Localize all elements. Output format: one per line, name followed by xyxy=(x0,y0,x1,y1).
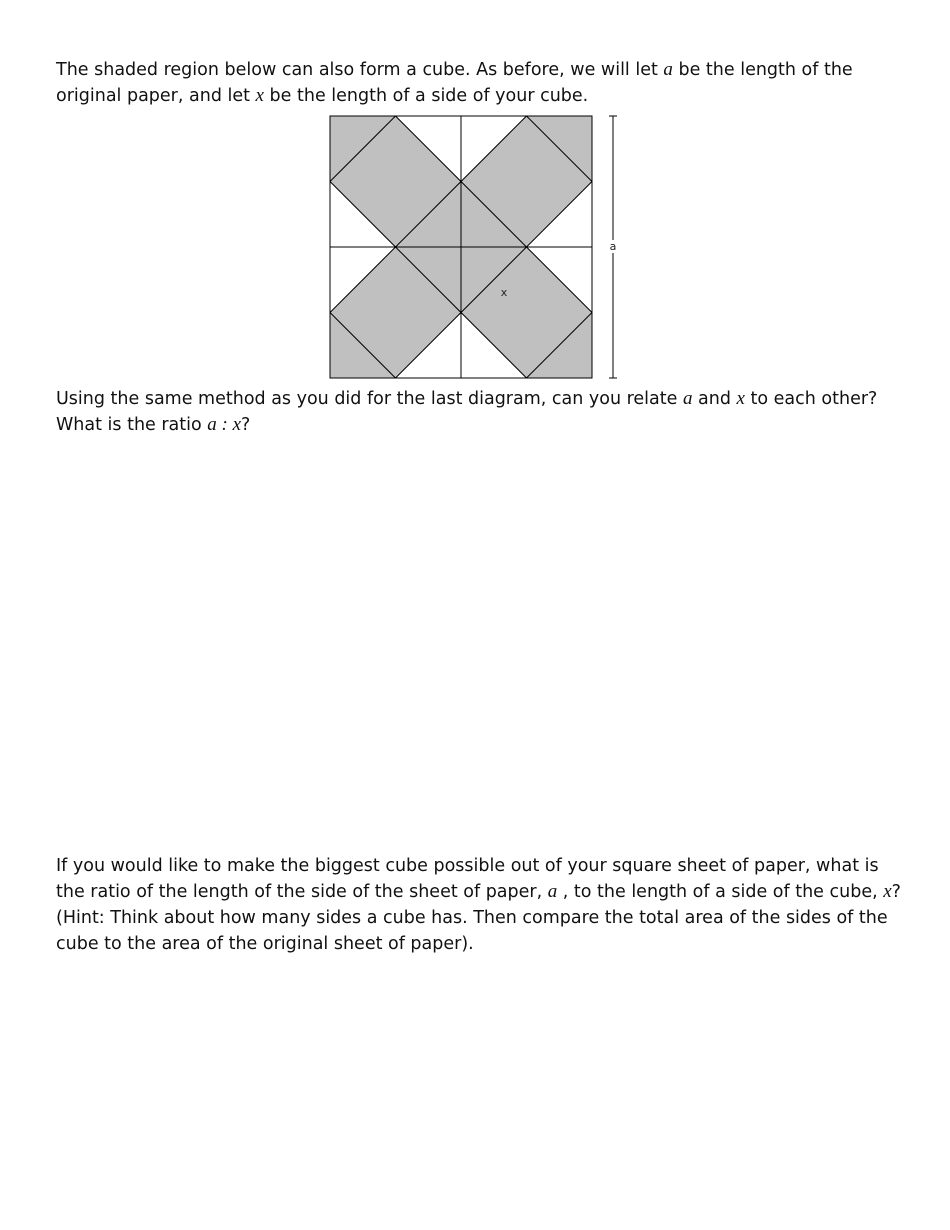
label-a: a xyxy=(609,240,617,253)
variable-a: a xyxy=(547,881,558,902)
question-1-text-2: and xyxy=(692,389,737,409)
question-2-text-1: If you would like to make the biggest cube possible out of your square sheet of paper, what is the ratio of the length of the side of the sheet of paper, xyxy=(56,856,879,902)
question-2 xyxy=(56,853,906,957)
label-x: x xyxy=(500,286,508,299)
question-1 xyxy=(56,386,906,438)
variable-a: a xyxy=(682,388,693,409)
ratio-a-x: a : x xyxy=(207,414,242,435)
intro-paragraph xyxy=(56,57,906,109)
variable-a: a xyxy=(663,59,673,80)
variable-x: x xyxy=(883,881,892,902)
question-2-text-3: ? (Hint: Think about how many sides a cube has. Then compare the total area of the sides of the cube to the area of the original sheet of paper). xyxy=(56,882,901,954)
question-1-text-3: to each other? xyxy=(744,389,878,409)
question-1-text-5: ? xyxy=(241,415,251,435)
intro-text-2: be the length of the original paper, and let xyxy=(56,60,853,106)
cube-net-diagram xyxy=(320,108,630,384)
variable-x: x xyxy=(736,388,745,409)
intro-text-1: The shaded region below can also form a cube. As before, we will let xyxy=(56,60,664,80)
variable-x: x xyxy=(255,85,264,106)
question-1-line-2 xyxy=(56,412,906,438)
intro-text-3: be the length of a side of your cube. xyxy=(263,86,589,106)
question-2-text-2: , to the length of a side of the cube, xyxy=(557,882,884,902)
question-1-text-1: Using the same method as you did for the last diagram, can you relate xyxy=(56,389,683,409)
question-1-text-4: What is the ratio xyxy=(56,415,208,435)
question-1-line-1 xyxy=(56,386,906,412)
